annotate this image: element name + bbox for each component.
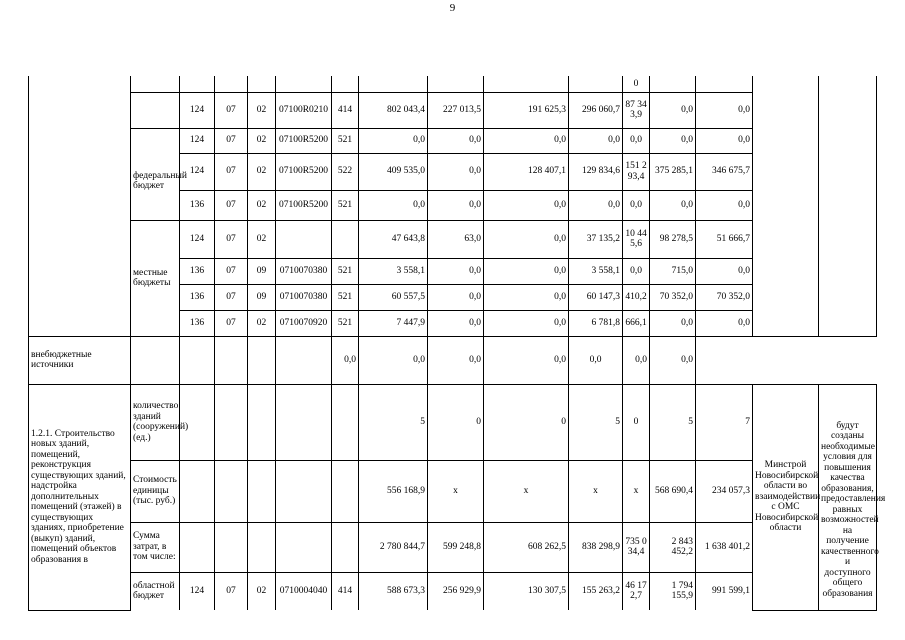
table-cell: 2 780 844,7 [359,522,428,572]
table-cell: 07 [215,153,248,190]
table-cell: 0,0 [359,190,428,220]
table-cell: 0,0 [696,310,753,336]
table-cell: 02 [248,92,276,128]
table-cell: 0,0 [484,128,569,153]
table-cell: 09 [248,258,276,284]
table-cell: 87 343,9 [623,92,650,128]
table-cell: 02 [248,128,276,153]
table-cell: 136 [180,284,215,310]
table-cell: 07 [215,572,248,610]
table-cell: 0,0 [359,128,428,153]
local-budgets-label: местные бюджеты [131,220,180,336]
table-cell: 0,0 [484,284,569,310]
table-row [29,92,877,128]
table-cell: x [569,460,623,522]
table-cell: 98 278,5 [650,220,696,258]
table-cell: 130 307,5 [484,572,569,610]
table-cell: 124 [180,220,215,258]
table-cell: 1 638 401,2 [696,522,753,572]
table-cell: 0 [428,384,484,460]
table-cell: 51 666,7 [696,220,753,258]
table-cell: 07 [215,284,248,310]
table-row [29,522,877,572]
table-cell: 0,0 [428,336,484,384]
extrabudget-label: внебюджетные источники [29,336,131,384]
table-cell: 608 262,5 [484,522,569,572]
table-cell: 3 558,1 [359,258,428,284]
table-cell: 7 [696,384,753,460]
table-row [29,128,877,153]
table-cell: 124 [180,153,215,190]
table-row [29,572,877,610]
table-cell: 63,0 [428,220,484,258]
table-cell: 7 447,9 [359,310,428,336]
table-cell: 715,0 [650,258,696,284]
table-cell: 0,0 [696,92,753,128]
table-cell: 0,0 [650,128,696,153]
measure-label: 1.2.1. Строительство новых зданий, помещений, реконструкция существующих зданий, надстройка дополнительных помещений (этажей) в существующих зданиях, приобретение (выкуп) зданий, помещений объектов образования в [29,384,131,610]
table-cell: 410,2 [623,284,650,310]
table-cell: 0,0 [696,258,753,284]
table-cell: 521 [332,190,359,220]
table-cell: 0,0 [428,284,484,310]
table-cell: 521 [332,258,359,284]
table-cell: 6 781,8 [569,310,623,336]
table-cell: 414 [332,92,359,128]
table-cell: 346 675,7 [696,153,753,190]
page-number: 9 [449,2,456,14]
table-cell: 0,0 [359,336,428,384]
table-cell: 5 [359,384,428,460]
table-cell: 0,0 [484,190,569,220]
table-cell: 414 [332,572,359,610]
table-cell: 46 172,7 [623,572,650,610]
quantity-label: количество зданий (сооружений) (ед.) [131,384,180,460]
table-cell: 07 [215,128,248,153]
table-cell: 02 [248,190,276,220]
table-cell: 0,0 [569,336,623,384]
table-cell: 07100R5200 [276,128,332,153]
table-cell: 5 [569,384,623,460]
table-cell: 124 [180,92,215,128]
table-cell: 02 [248,153,276,190]
table-cell: 10 445,6 [623,220,650,258]
table-cell: 136 [180,310,215,336]
table-cell: 0,0 [696,190,753,220]
table-cell: 60 557,5 [359,284,428,310]
table-cell: 191 625,3 [484,92,569,128]
table-cell: 07 [215,220,248,258]
table-cell: 3 558,1 [569,258,623,284]
table-cell: 0,0 [428,190,484,220]
table-cell: 234 057,3 [696,460,753,522]
table-cell: 0,0 [623,190,650,220]
executor-cell-continued [753,76,819,336]
table-cell: 129 834,6 [569,153,623,190]
table-cell: x [428,460,484,522]
table-cell: 556 168,9 [359,460,428,522]
table-cell: 0,0 [428,310,484,336]
table-cell: 0,0 [332,336,359,384]
table-cell: 0,0 [696,128,753,153]
table-cell: 0710004040 [276,572,332,610]
table-cell: 0710070380 [276,258,332,284]
table-cell: 124 [180,572,215,610]
table-cell: 70 352,0 [650,284,696,310]
table-row [29,220,877,258]
table-cell: 666,1 [623,310,650,336]
table-cell: 37 135,2 [569,220,623,258]
table-cell: 07100R0210 [276,92,332,128]
table-cell: 09 [248,284,276,310]
table-cell: 136 [180,258,215,284]
table-cell: 5 [650,384,696,460]
table-cell: 0,0 [428,128,484,153]
table-cell: 0710070920 [276,310,332,336]
table-cell: 521 [332,128,359,153]
federal-budget-label: федеральный бюджет [131,128,180,220]
table-cell: 0,0 [650,92,696,128]
table-cell: 0,0 [484,310,569,336]
table-cell: 0,0 [650,336,696,384]
table-cell: 02 [248,310,276,336]
executor-label: Минстрой Новосибирской области во взаимодействии с ОМС Новосибирской области [753,384,819,610]
table-cell: 0,0 [650,190,696,220]
measure-cell-continued [29,76,131,336]
table-cell: 02 [248,220,276,258]
expected-result-label: будут созданы необходимые условия для повышения качества образования, предоставления равных возможностей на получение качественного и доступного общего образования [819,384,877,610]
table-cell: 07 [215,92,248,128]
table-cell: 0,0 [569,190,623,220]
table-row [29,460,877,522]
table-row [29,336,877,384]
table-cell: 47 643,8 [359,220,428,258]
table-cell: 2 843 452,2 [650,522,696,572]
table-row [29,384,877,460]
table-cell: 0,0 [623,258,650,284]
table-cell: 0 [623,384,650,460]
table-cell: 409 535,0 [359,153,428,190]
table-cell: 124 [180,128,215,153]
table-cell: 0 [623,76,650,92]
sum-costs-label: Сумма затрат, в том числе: [131,522,180,572]
table-cell: 375 285,1 [650,153,696,190]
table-cell: 802 043,4 [359,92,428,128]
table-cell: 1 794 155,9 [650,572,696,610]
table-cell: 735 034,4 [623,522,650,572]
table-cell: 60 147,3 [569,284,623,310]
table-cell: 568 690,4 [650,460,696,522]
table-cell: 151 293,4 [623,153,650,190]
table-cell: 256 929,9 [428,572,484,610]
budget-table [28,76,886,611]
table-cell: 155 263,2 [569,572,623,610]
table-cell: 07100R5200 [276,153,332,190]
table-cell: 227 013,5 [428,92,484,128]
table-cell: 136 [180,190,215,220]
table-cell: 838 298,9 [569,522,623,572]
unit-cost-label: Стоимость единицы (тыс. руб.) [131,460,180,522]
table-cell: 07 [215,258,248,284]
table-cell: 0,0 [569,128,623,153]
table-cell: 0,0 [623,336,650,384]
table-cell: 0,0 [650,310,696,336]
table-cell: 07100R5200 [276,190,332,220]
table-cell: 599 248,8 [428,522,484,572]
table-cell: 0,0 [623,128,650,153]
table-cell: 0,0 [484,258,569,284]
table-cell: 522 [332,153,359,190]
table-cell: 0,0 [428,258,484,284]
result-cell-continued [819,76,877,336]
table-cell: 0 [484,384,569,460]
table-row [29,76,877,92]
table-cell: x [484,460,569,522]
table-cell: 0,0 [484,336,569,384]
table-cell: 521 [332,310,359,336]
table-cell: 07 [215,310,248,336]
table-cell: 521 [332,284,359,310]
table-cell: 991 599,1 [696,572,753,610]
table-cell: 0710070380 [276,284,332,310]
table-cell: 07 [215,190,248,220]
table-cell: 02 [248,572,276,610]
regional-budget-label: областной бюджет [131,572,180,610]
table-cell: 296 060,7 [569,92,623,128]
table-cell: 588 673,3 [359,572,428,610]
table-cell: 128 407,1 [484,153,569,190]
table-cell: 0,0 [484,220,569,258]
table-cell: 0,0 [428,153,484,190]
table-cell: 70 352,0 [696,284,753,310]
table-cell: x [623,460,650,522]
